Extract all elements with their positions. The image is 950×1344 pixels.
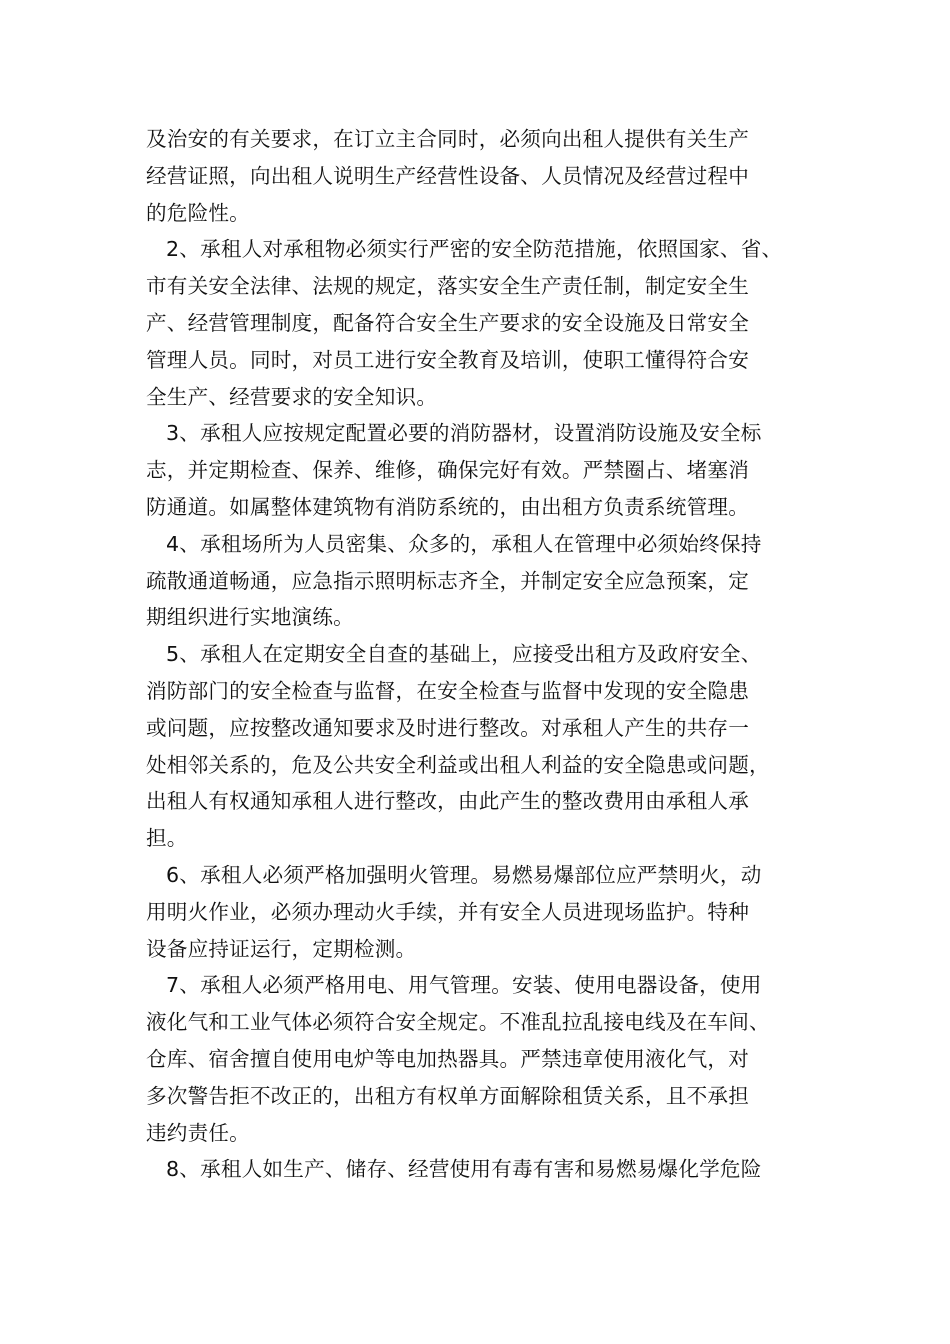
text-line: 期组织进行实地演练。 bbox=[146, 605, 354, 630]
text-line: 防通道。如属整体建筑物有消防系统的，由出租方负责系统管理。 bbox=[146, 494, 750, 519]
text-line: 5、承租人在定期安全自查的基础上，应接受出租方及政府安全、 bbox=[166, 642, 762, 667]
text-line: 6、承租人必须严格加强明火管理。易燃易爆部位应严禁明火，动 bbox=[166, 862, 762, 887]
document-body bbox=[146, 121, 808, 1188]
text-line: 担。 bbox=[146, 826, 188, 851]
text-line: 产、经营管理制度，配备符合安全生产要求的安全设施及日常安全 bbox=[146, 310, 750, 335]
text-line: 疏散通道畅通，应急指示照明标志齐全，并制定安全应急预案，定 bbox=[146, 568, 750, 593]
paragraph-item-8 bbox=[146, 1151, 808, 1188]
paragraph-item-2 bbox=[146, 231, 808, 415]
text-line: 4、承租场所为人员密集、众多的，承租人在管理中必须始终保持 bbox=[166, 531, 762, 556]
text-line: 经营证照，向出租人说明生产经营性设备、人员情况及经营过程中 bbox=[146, 163, 750, 188]
paragraph-item-4 bbox=[146, 526, 808, 636]
text-line: 或问题，应按整改通知要求及时进行整改。对承租人产生的共存一 bbox=[146, 715, 750, 740]
text-line: 设备应持证运行，定期检测。 bbox=[146, 936, 417, 961]
text-line: 全生产、经营要求的安全知识。 bbox=[146, 384, 438, 409]
text-line: 处相邻关系的，危及公共安全利益或出租人利益的安全隐患或问题， bbox=[146, 752, 770, 777]
text-line: 违约责任。 bbox=[146, 1120, 250, 1145]
text-line: 及治安的有关要求，在订立主合同时，必须向出租人提供有关生产 bbox=[146, 127, 750, 151]
text-line: 液化气和工业气体必须符合安全规定。不准乱拉乱接电线及在车间、 bbox=[146, 1010, 770, 1035]
text-line: 出租人有权通知承租人进行整改，由此产生的整改费用由承租人承 bbox=[146, 789, 750, 814]
text-line: 消防部门的安全检查与监督，在安全检查与监督中发现的安全隐患 bbox=[146, 678, 750, 703]
paragraph-item-5 bbox=[146, 636, 808, 857]
text-line: 8、承租人如生产、储存、经营使用有毒有害和易燃易爆化学危险 bbox=[166, 1157, 762, 1182]
paragraph-item-6 bbox=[146, 857, 808, 967]
text-line: 志，并定期检查、保养、维修，确保完好有效。严禁圈占、堵塞消 bbox=[146, 458, 750, 483]
text-line: 2、承租人对承租物必须实行严密的安全防范措施，依照国家、省、 bbox=[166, 237, 783, 262]
text-line: 仓库、宿舍擅自使用电炉等电加热器具。严禁违章使用液化气，对 bbox=[146, 1046, 750, 1071]
text-line: 用明火作业，必须办理动火手续，并有安全人员进现场监护。特种 bbox=[146, 899, 750, 924]
text-line: 多次警告拒不改正的，出租方有权单方面解除租赁关系，且不承担 bbox=[146, 1083, 750, 1108]
paragraph-continued bbox=[146, 121, 808, 231]
text-line: 的危险性。 bbox=[146, 200, 250, 225]
paragraph-item-3 bbox=[146, 415, 808, 525]
text-line: 3、承租人应按规定配置必要的消防器材，设置消防设施及安全标 bbox=[166, 421, 762, 446]
text-line: 管理人员。同时，对员工进行安全教育及培训，使职工懂得符合安 bbox=[146, 347, 750, 372]
text-line: 7、承租人必须严格用电、用气管理。安装、使用电器设备，使用 bbox=[166, 973, 762, 998]
text-line: 市有关安全法律、法规的规定，落实安全生产责任制，制定安全生 bbox=[146, 274, 750, 299]
paragraph-item-7 bbox=[146, 967, 808, 1151]
